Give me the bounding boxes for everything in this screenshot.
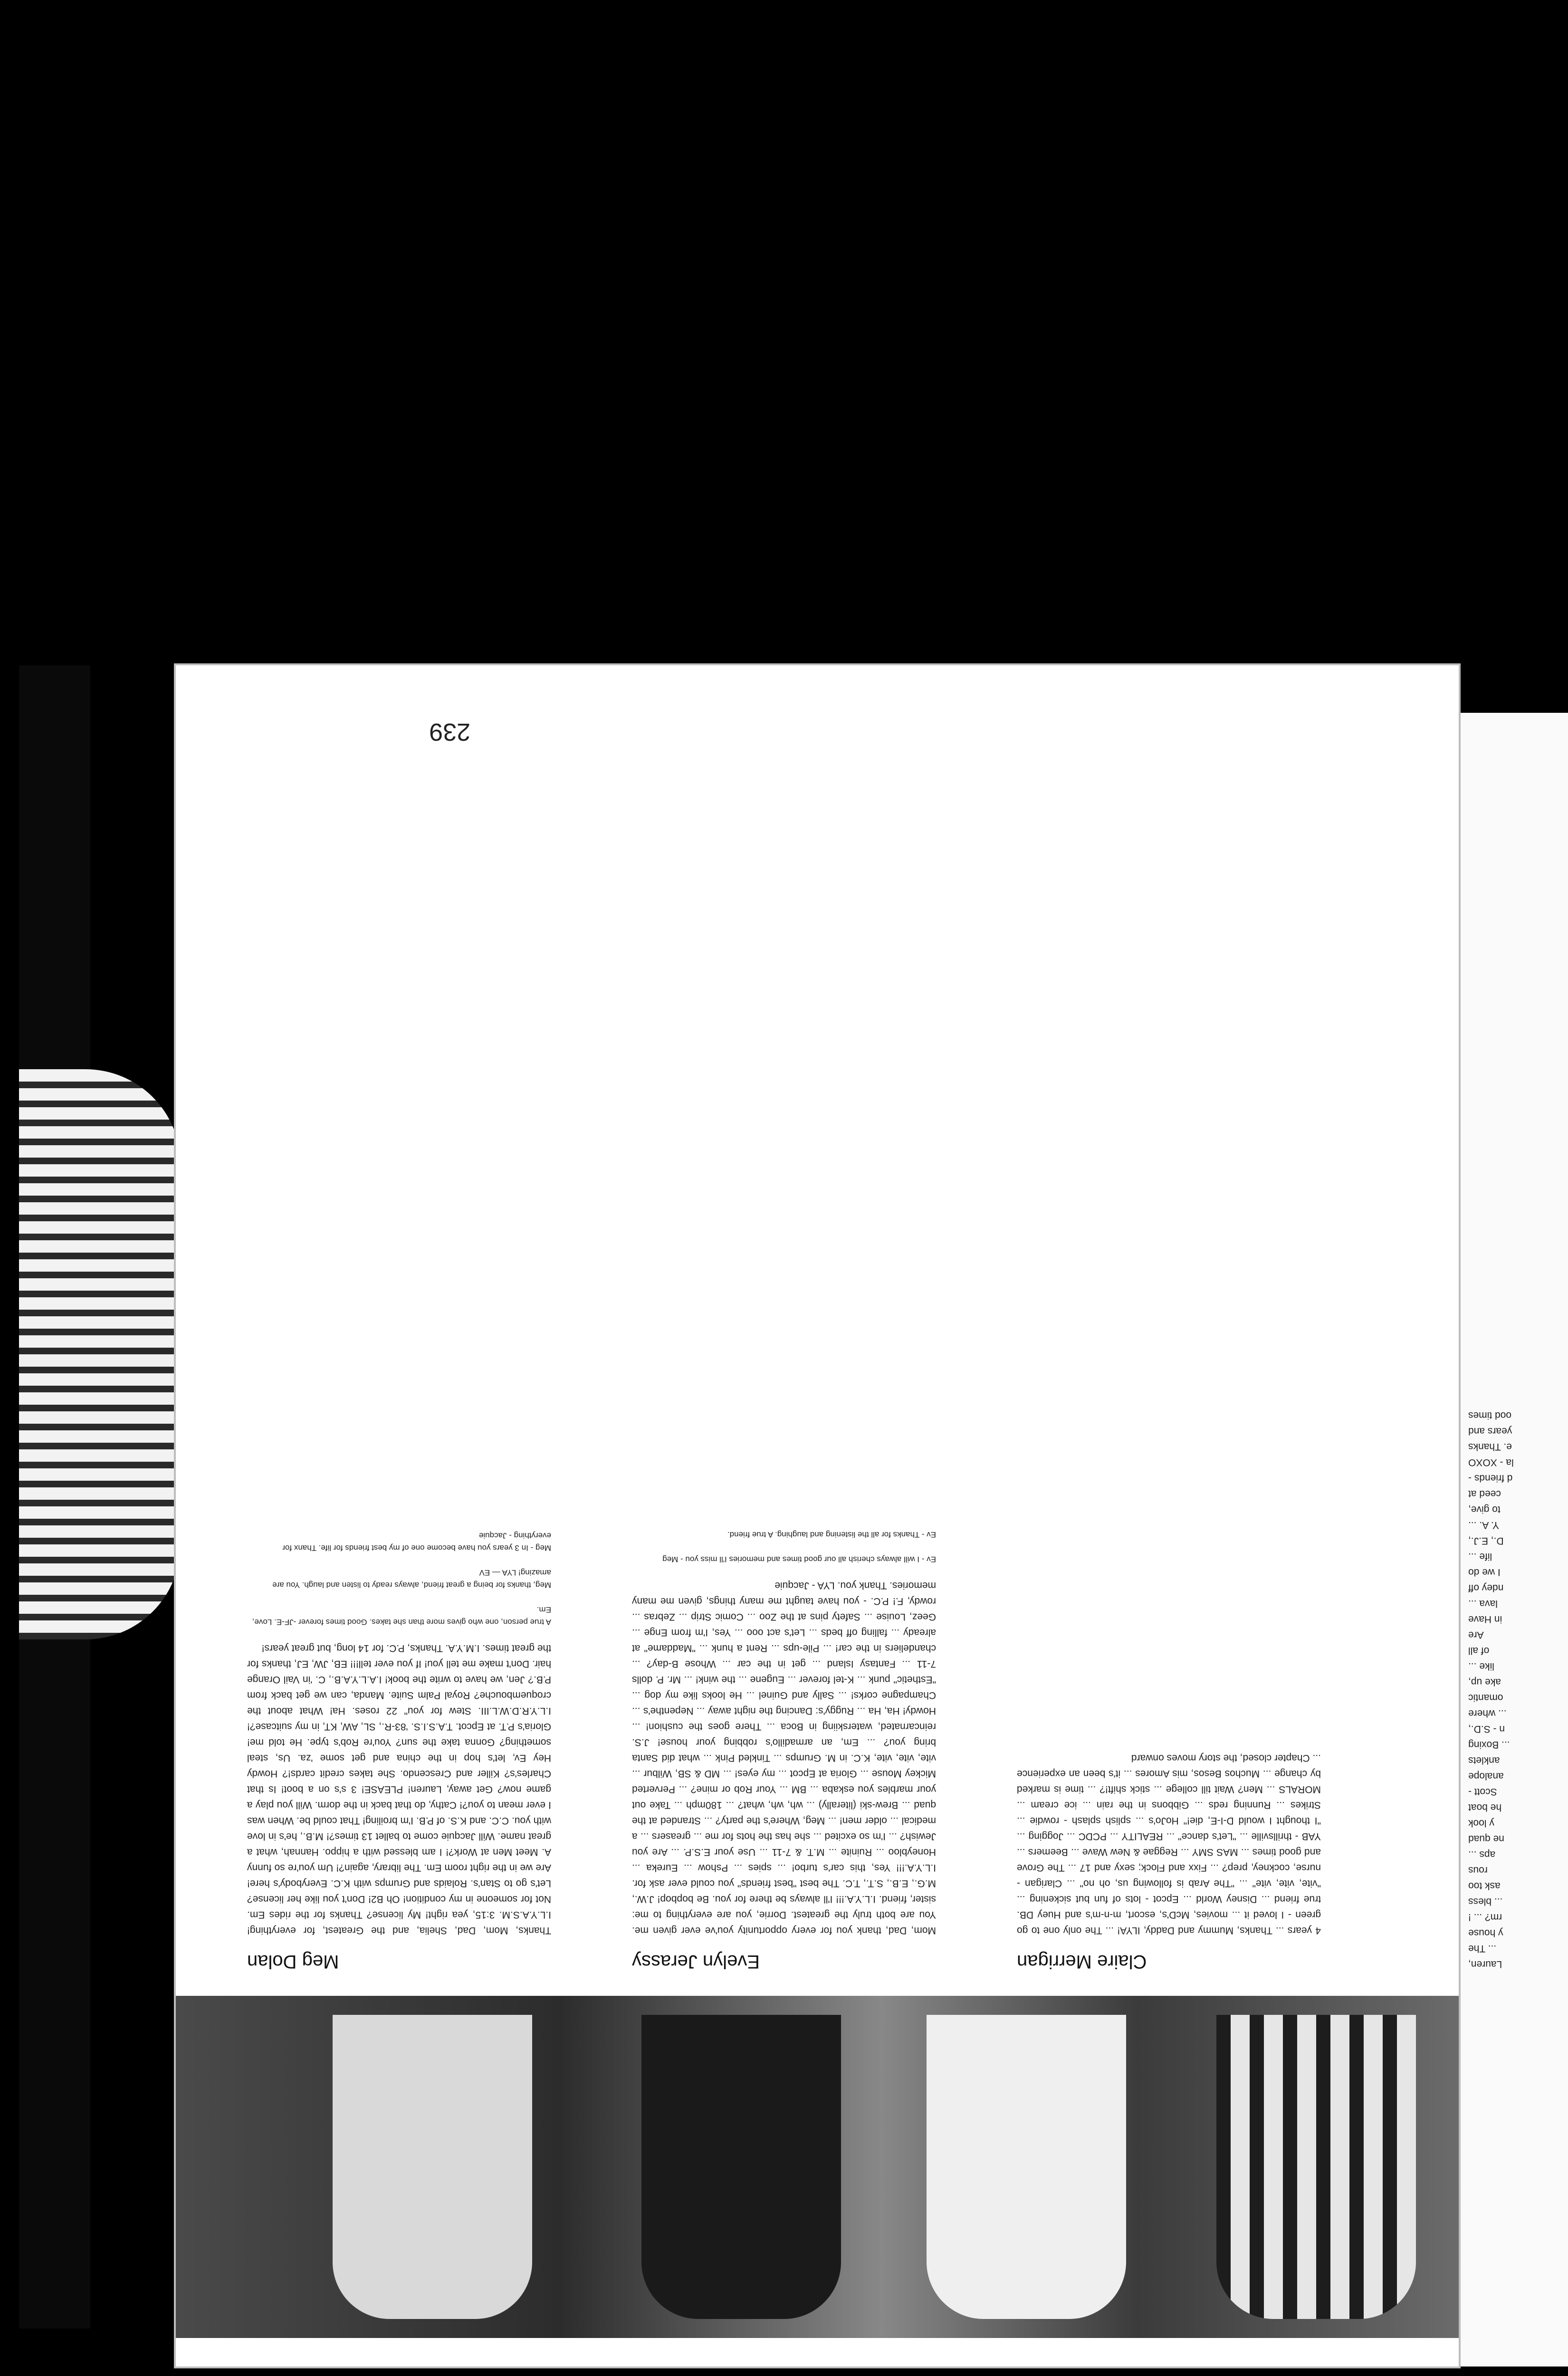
margin-fragment: he boat [1468, 1802, 1502, 1813]
photo-person-dark-outfit [641, 2015, 841, 2319]
margin-fragment: in Have [1468, 1614, 1502, 1625]
senior-entry-claire-merrigan [1017, 1750, 1321, 1972]
group-photo [176, 1996, 1459, 2338]
friend-note: A true person, one who gives more than she takes. Good times forever -JF-E. Love, Em. [252, 1605, 551, 1627]
margin-fragment: Are [1468, 1629, 1484, 1640]
margin-fragment: y look [1468, 1818, 1494, 1829]
margin-fragment: life ... [1468, 1551, 1492, 1562]
photo-person-light-outfit [333, 2015, 532, 2319]
yearbook-page [176, 665, 1514, 2366]
senior-name: Meg Dolan [247, 1951, 339, 1972]
senior-name: Claire Merrigan [1017, 1951, 1147, 1972]
margin-fragment: analope [1468, 1771, 1504, 1782]
photo-person-striped-shirt [1216, 2015, 1416, 2319]
margin-fragment: ake up, [1468, 1677, 1501, 1687]
margin-fragment: n - S.D., [1468, 1724, 1505, 1734]
photo-person-white-outfit [927, 2015, 1126, 2319]
senior-entry-meg-dolan [247, 1529, 551, 1972]
margin-fragment: rm? ... ! [1468, 1912, 1502, 1923]
margin-fragment: Lauren, [1468, 1959, 1502, 1970]
margin-fragment: like ... [1468, 1661, 1494, 1672]
friend-note: Ev - I will always cherish all our good times and memories I'll miss you - Meg [662, 1555, 936, 1564]
margin-fragment: of all [1468, 1645, 1490, 1656]
friend-note: Meg, thanks for being a great friend, always ready to listen and laugh. You are amazing! LYA — EV [272, 1568, 551, 1590]
margin-fragment: e. Thanks [1468, 1441, 1512, 1452]
margin-fragment: ... where [1468, 1708, 1507, 1719]
margin-fragment: d friends - [1468, 1473, 1513, 1484]
margin-fragment: I we do [1468, 1567, 1501, 1578]
margin-fragment: aps ... [1468, 1849, 1496, 1860]
margin-fragment: y house [1468, 1927, 1503, 1938]
senior-message: Mom, Dad, thank you for every opportunity you've ever given me. You are both truly the greatest. Dorrie, you are everything to me: sister, friend. I.L.Y.A.!!! I'll always be there for you. Be bopbop! J.W., M.G., E.B., S.T., T.C. The best "best friends" you could ever ask for. I.L.Y.A.!!! Yes, this car's turbo! ... spies ... Pshow ... Eureka ... Honeybloo ... Ruinite ... M.T. & 7-11 ... Use your E.S.P. ... Are you Jewish? ... I'm so excited ... she has the hots for me ... greasers ... a medical ... older men! ... Meg, Where's the party? ... Stranded at the quad ... Brew-ski (literally) ... wh, wh, what? ... 180mph ... Take out your marbles you eskaba ... BM ... Your Rob or mine? ... Perverted Mickey Mouse ... Gloria at Epcot ... my eyes! ... MD & SB, Wilbur ... vite, vite, vite, K.C. in M. Grumps ... Tinkled Pink ... what did Santa bring you? ... Em, an armadillo's robbing your house! J.S. reincarnated, waterskiing in Boca ... There goes the cushion! ... Howdy! Ha, Ha ... Ruggy's: Dancing the night away ... Nepenthe's ... Champagne corks! ... Sally and Guinel ... He looks like my dog ... "Esthetic" punk ... K-tel forever ... Eugene ... the wink! ... Mr. P. dolls 7-11 ... Fantasy Island ... get in the car ... Whose B-day? ... chandeliers in the car! ... Pile-ups ... Rent a hunk ... "Maddame" at already ... falling off beds ... Let's act ooo ... Yes, I'm from Enge ... Geez, Louise ... Safety pins at the Zoo ... Comic Strip ... Zebras ... rowdy, F.! P.C. - you have taught me many things, given me many memories. Thank you. LYA - Jacquie [632, 1580, 936, 1936]
margin-fragment: ne quad [1468, 1833, 1504, 1844]
senior-entry-evelyn-jerassy [632, 1528, 936, 1972]
margin-fragment: ceed at [1468, 1488, 1501, 1499]
friend-note: Meg - In 3 years you have become one of my best friends for life. Thanx for everything - Jacquie [282, 1531, 551, 1552]
senior-message: 4 years ... Thanks, Mummy and Daddy, ILYA! ... The only one to go green - I loved it ... movies, McD's, escort, m-n-m's and Huey DB. true friend ... Disney World ... Epcot - lots of fun but sickening ... "vite, vite, vite" ... "The Arab is following us, oh no" ... Clarigan - nurse, cockney, prep? ... Fixx and Flock; sexy and 17 ... The Grove and good times ... MAS SMY ... Reggae & New Wave ... Beemers ... YAB - thrillsville ... "Let's dance" ... REALITY ... PCDC ... Jogging ... "I thought I would D-I-E, die!" HoJo's ... splish splash - rowdie ... Strikes ... Running reds ... Gibbons in the rain ... ice cream ... MORALS ... Men? Wait till college ... stick shift!? ... time is marked by change ... Muchos Besos, mis Amores ... it's been an experience ... Chapter closed, the story moves onward [1017, 1753, 1321, 1936]
margin-fragment: rous [1468, 1865, 1488, 1876]
margin-fragment: anklets [1468, 1755, 1500, 1766]
page-number: 239 [429, 718, 470, 746]
margin-fragment: omantic [1468, 1692, 1503, 1703]
friend-note: Ev - Thanks for all the listening and laughing. A true friend. [727, 1530, 936, 1539]
adjacent-column-fragments [1468, 1408, 1568, 1972]
margin-fragment: to give, [1468, 1504, 1501, 1515]
margin-fragment: Y. A. ... [1468, 1520, 1499, 1531]
margin-fragment: ndey off [1468, 1582, 1504, 1593]
margin-fragment: D., E.J., [1468, 1535, 1504, 1546]
senior-name: Evelyn Jerassy [632, 1951, 760, 1972]
margin-fragment: ... bless [1468, 1896, 1503, 1907]
senior-message: Thanks, Mom, Dad, Shelia, and the Greatest, for everything! I.L.Y.A.S.M. 3:15, yea right! My license? Thanks for the rides Em. Not for someone in my condition! Oh B2! Don't you like her license? Let's go to Stan's. Rolaids and Grumps with K.C. Everybody's here! Are we in the right room Em. The library, again?! Um you're so funny A. Meet Men at Work?! I am blessed with a hippo. Hannah, what a great name. Will Jacquie come to ballet 13 times?! M.B., he's in love with you. C.C. and K.S. of P.B. I'm broiling! That could be. When was I ever mean to you?! Cathy, do that back in the dorm. Will you play a game now? Get away, Lauren! PLEASE! 3 s's on a boot! Is that Charles's? Killer and Crescendo. She takes credit cards!? Howdy Hey Ev, let's hop in the china and get some 'za. Us, steal something? Gonna take the sun? You're Rob's type. He told me! Gloria's P.T. at Epcot. T.A.S.I.S. '83-R., SL, AW, KT, in my suitcase?! I.L.Y.R.D.W.L.III. Stew for you" 22 roses. Ha! What about the croquembouche? Royal Palm Suite. Manda, can we get back from P.B.? Jen, we have to write the book! I.A.L.Y.A.B., C. 'in Vail Orange hair. Don't make me tell you! If you ever tell!!! EB, JW, EJ, thanks for the great times. I.M.Y.A. Thanks, P.C. for 14 long, but great years! [247, 1643, 551, 1936]
margin-fragment: ask too [1468, 1880, 1501, 1891]
window-blinds-photo [19, 1069, 181, 1639]
margin-fragment: ... Boxing [1468, 1739, 1510, 1750]
upside-down-page-content [176, 665, 1514, 2366]
margin-fragment: ... The [1468, 1943, 1497, 1954]
margin-fragment: ood times [1468, 1410, 1512, 1421]
margin-fragment: lava ... [1468, 1598, 1498, 1609]
margin-fragment: la - XOXO [1468, 1457, 1514, 1468]
margin-fragment: years and [1468, 1426, 1512, 1437]
margin-fragment: Scott - [1468, 1786, 1497, 1797]
